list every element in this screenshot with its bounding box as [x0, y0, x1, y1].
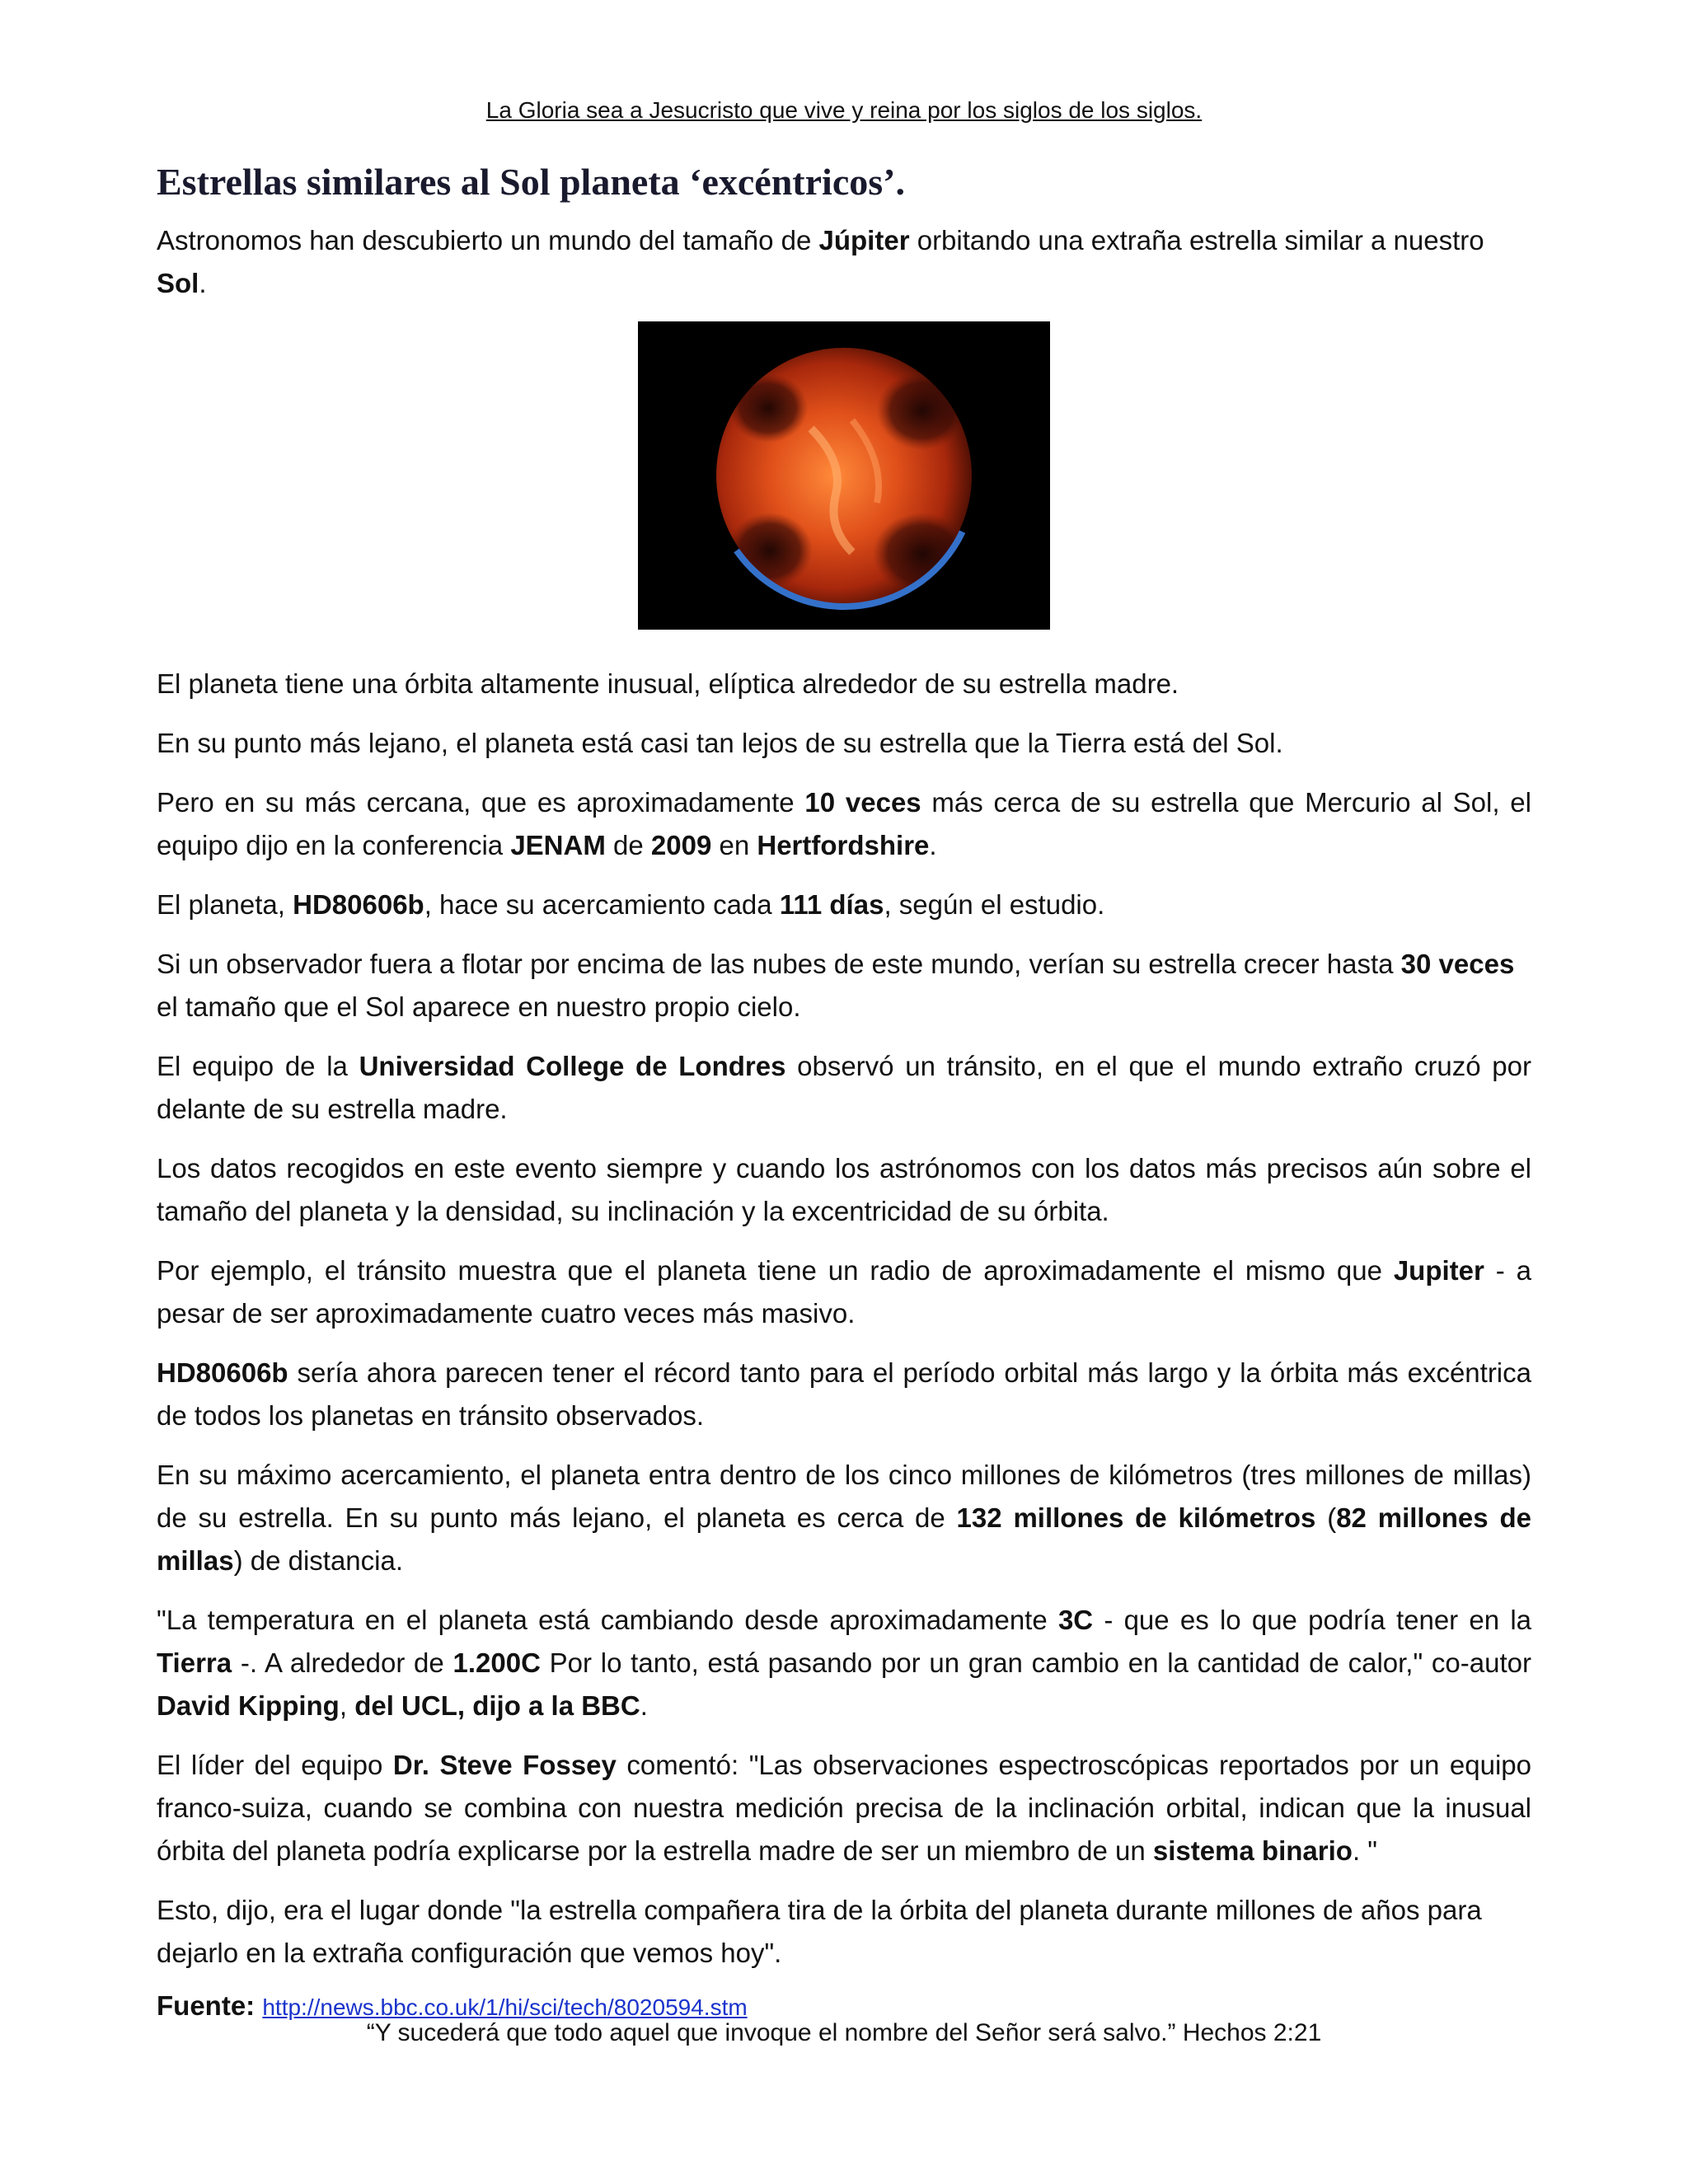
- article-body: [157, 158, 1531, 2026]
- paragraph-1: El planeta tiene una órbita altamente inusual, elíptica alrededor de su estrella madre.: [157, 668, 1179, 699]
- paragraph-2: En su punto más lejano, el planeta está casi tan lejos de su estrella que la Tierra está del Sol.: [157, 727, 1283, 758]
- paragraph-8: Por ejemplo, el tránsito muestra que el planeta tiene un radio de aproximadamente el mismo que Jupiter - a pesar de ser aproximadamente cuatro veces más masivo.: [157, 1254, 1531, 1329]
- paragraph-10: En su máximo acercamiento, el planeta entra dentro de los cinco millones de kilómetros (tres millones de millas) de su estrella. En su punto más lejano, el planeta es cerca de 132 millones de kilómetros (82 millones de millas) de distancia.: [157, 1459, 1531, 1576]
- paragraph-11: "La temperatura en el planeta está cambiando desde aproximadamente 3C - que es lo que podría tener en la Tierra -. A alrededor de 1.200C Por lo tanto, está pasando por un gran cambio en la cantidad de calor," co-autor David Kipping, del UCL, dijo a la BBC.: [157, 1604, 1532, 1721]
- paragraph-7: Los datos recogidos en este evento siempre y cuando los astrónomos con los datos más precisos aún sobre el tamaño del planeta y la densidad, su inclinación y la excentricidad de su órbita.: [157, 1152, 1531, 1226]
- paragraph-13: Esto, dijo, era el lugar donde "la estrella compañera tira de la órbita del planeta durante millones de años para dejarlo en la extraña configuración que vemos hoy".: [157, 1894, 1482, 1968]
- paragraph-5: Si un observador fuera a flotar por encima de las nubes de este mundo, verían su estrella crecer hasta 30 veces el tamaño que el Sol aparece en nuestro propio cielo.: [157, 948, 1515, 1022]
- paragraph-4: El planeta, HD80606b, hace su acercamiento cada 111 días, según el estudio.: [157, 888, 1105, 920]
- planet-image: [638, 321, 1050, 630]
- intro-paragraph: Astronomos han descubierto un mundo del tamaño de Júpiter orbitando una extraña estrella similar a nuestro Sol.: [157, 224, 1484, 298]
- header-blessing: La Gloria sea a Jesucristo que vive y reina por los siglos de los siglos.: [485, 97, 1203, 123]
- article-title: Estrellas similares al Sol planeta ‘excéntricos’.: [157, 161, 905, 203]
- source-link[interactable]: http://news.bbc.co.uk/1/hi/sci/tech/8020594.stm: [262, 1994, 748, 2020]
- paragraph-3: Pero en su más cercana, que es aproximadamente 10 veces más cerca de su estrella que Mercurio al Sol, el equipo dijo en la conferencia JENAM de 2009 en Hertfordshire.: [157, 786, 1531, 860]
- source-label: Fuente:: [157, 1990, 256, 2021]
- footer-quote: “Y sucederá que todo aquel que invoque el nombre del Señor será salvo.” Hechos 2:21: [366, 2019, 1322, 2046]
- paragraph-6: El equipo de la Universidad College de Londres observó un tránsito, en el que el mundo extraño cruzó por delante de su estrella madre.: [157, 1050, 1531, 1124]
- paragraph-9: HD80606b sería ahora parecen tener el récord tanto para el período orbital más largo y la órbita más excéntrica de todos los planetas en tránsito observados.: [157, 1357, 1531, 1431]
- paragraph-12: El líder del equipo Dr. Steve Fossey comentó: "Las observaciones espectroscópicas reportados por un equipo franco-suiza, cuando se combina con nuestra medición precisa de la inclinación orbital, indican que la inusual órbita del planeta podría explicarse por la estrella madre de ser un miembro de un sistema binario. ": [157, 1749, 1531, 1866]
